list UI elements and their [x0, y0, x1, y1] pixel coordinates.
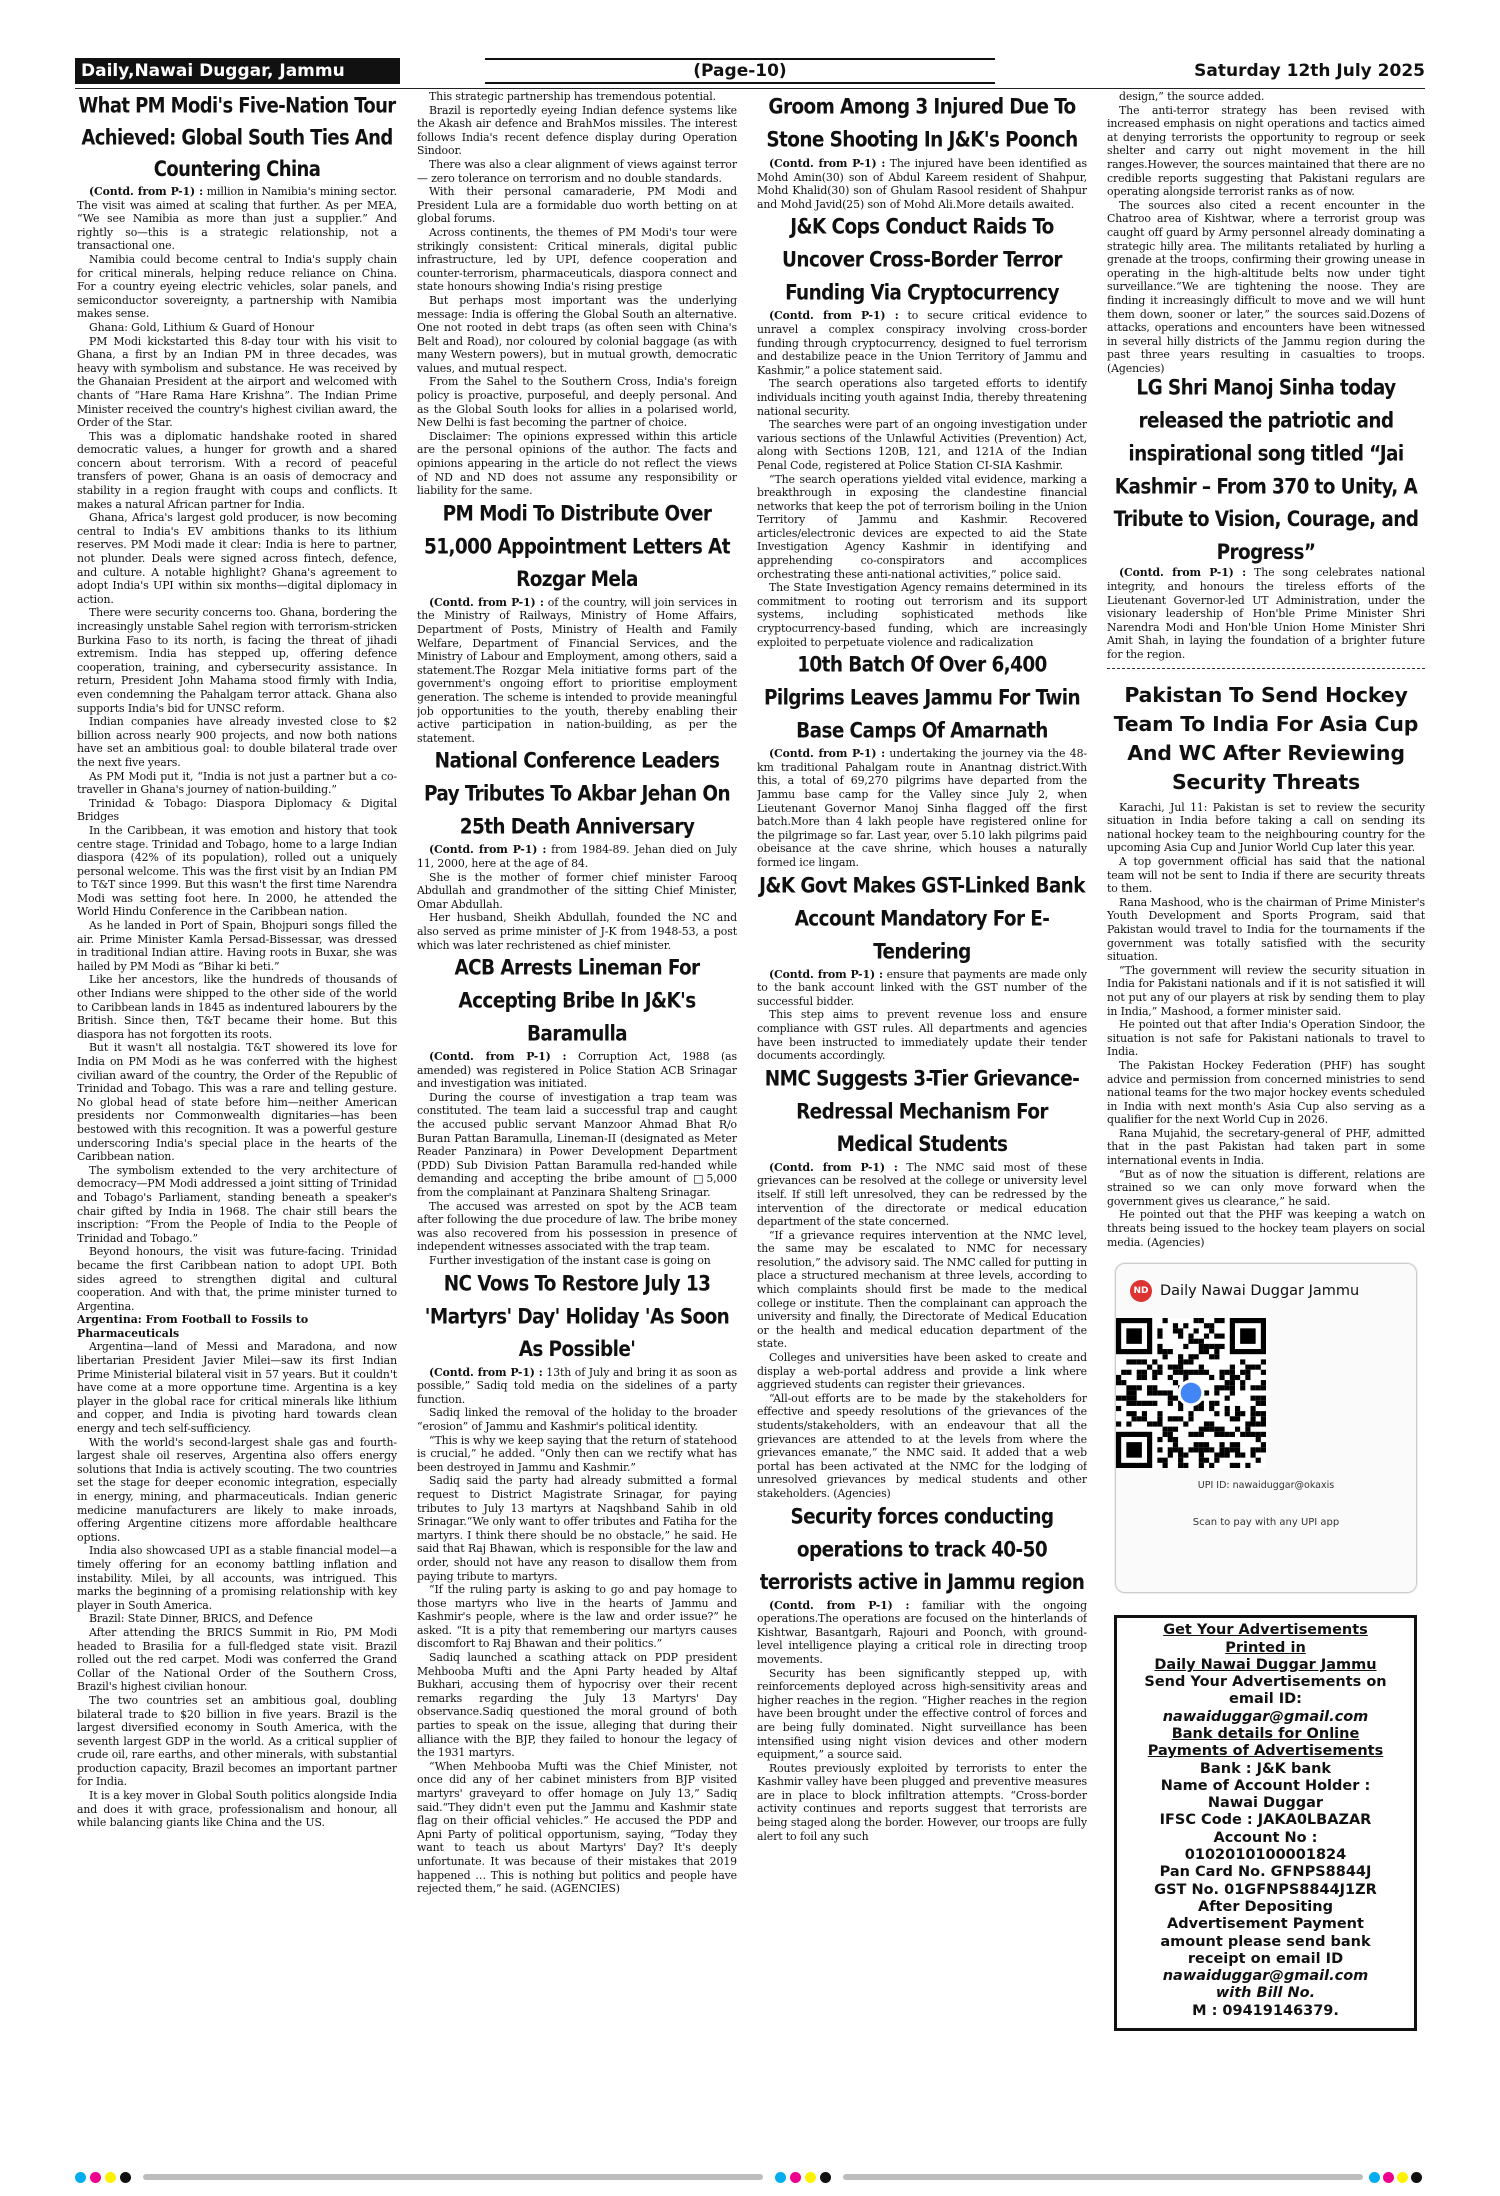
- contd-label: (Contd. from P-1) :: [769, 967, 883, 981]
- article-paragraph: Colleges and universities have been asked to create and display a web-portal address and provide a link where aggrieved students can register their grievances.: [757, 1351, 1087, 1392]
- page-number: (Page-10): [485, 58, 995, 84]
- article-paragraph: It is a key mover in Global South politics alongside India and does it with grace, professionalism and honour, all while balancing giants like China and the US.: [77, 1789, 397, 1830]
- article-paragraph: “If the ruling party is asking to go and pay homage to those martyrs who live in the hearts of Jammu and Kashmir's people, where is the law and order issue?” he asked. “It is a pity that remembering our martyrs causes discomfort to Raj Bhawan and their politics.”: [417, 1583, 737, 1651]
- column-2: [417, 90, 737, 2165]
- article-paragraph: As he landed in Port of Spain, Bhojpuri songs filled the air. Prime Minister Kamla Persad-Bissessar, was dressed in traditional Indian attire. Having roots in Buxar, she was hailed by PM Modi as “Bihar ki beti.”: [77, 919, 397, 973]
- headline-hockey-team: Pakistan To Send Hockey Team To India For Asia Cup And WC After Reviewing Security Threats: [1113, 682, 1419, 794]
- article-five-nation-tour-continued: [417, 90, 737, 498]
- article-paragraph: With their personal camaraderie, PM Modi and President Lula are a formidable duo worth betting on at global forums.: [417, 185, 737, 226]
- article-paragraph: India also showcased UPI as a stable financial model—a timely offering for an economy battling inflation and instability. Milei, by all accounts, was intrigued. This marks the beginning of a promising relationship with key player in South America.: [77, 1544, 397, 1612]
- magenta-dot-icon: [1383, 2172, 1394, 2183]
- article-paragraph: He pointed out that after India's Operation Sindoor, the situation is not safe for Pakistani nationals to travel to India.: [1107, 1018, 1425, 1059]
- ad-line: Pan Card No. GFNPS8844J: [1159, 1864, 1372, 1881]
- article-paragraph: Security has been significantly stepped up, with reinforcements deployed across high-sensitivity areas and higher reaches in the region. “Higher reaches in the region have been brought under the effective control of forces and are being fully dominated. Night surveillance has been intensified using night vision devices and other modern equipment,” a source said.: [757, 1666, 1087, 1762]
- article-paragraph: There was also a clear alignment of views against terror— zero tolerance on terrorism and no double standards.: [417, 157, 737, 185]
- cyan-dot-icon: [75, 2172, 86, 2183]
- ad-line: 0102010100001824: [1184, 1847, 1347, 1864]
- magenta-dot-icon: [90, 2172, 101, 2183]
- article-paragraph: “When Mehbooba Mufti was the Chief Minister, not once did any of her cabinet ministers from BJP visited martyrs' graveyard to offer homage on July 13,” Sadiq said.“They didn't even put the Jammu and Kashmir state flag on their official vehicles.” He accused the PDP and Apni Party of political opportunism, saying, “Today they want to teach us about Martyrs' Day? It's deeply unfortunate. It was because of their mistakes that 2019 happened … This is nothing but politics and people have rejected them,” he said. (AGENCIES): [417, 1759, 737, 1896]
- ad-phone: M : 09419146379.: [1192, 2002, 1339, 2019]
- yellow-dot-icon: [1397, 2172, 1408, 2183]
- grey-bar: [143, 2174, 763, 2180]
- newspaper-logo-icon: ND: [1130, 1280, 1152, 1302]
- upi-payment-card: [1115, 1263, 1417, 1593]
- article-paragraph: The search operations also targeted efforts to identify individuals inciting youth against India, thereby threatening national security.: [757, 377, 1087, 418]
- contd-label: (Contd. from P-1) :: [769, 747, 886, 761]
- article-paragraph: Namibia could become central to India's supply chain for critical minerals, helping reduce reliance on China. For a country eyeing electric vehicles, solar panels, and semiconductor sovereignty, a partnership with Namibia makes sense.: [77, 252, 397, 321]
- headline-rozgar-mela: PM Modi To Distribute Over 51,000 Appointment Letters At Rozgar Mela: [424, 500, 730, 592]
- headline-gst-bank-account: J&K Govt Makes GST-Linked Bank Account Mandatory For E-Tendering: [759, 871, 1085, 964]
- article-paragraph: “But as of now the situation is different, relations are strained so we can only move forward when the government gives us clearance,” he said.: [1107, 1167, 1425, 1208]
- article-paragraph: The State Investigation Agency remains determined in its commitment to rooting out terrorism and its support systems, including sophisticated methods like cryptocurrency-based funding, which are increasingly exploited to perpetuate violence and radicalization: [757, 581, 1087, 649]
- scan-instruction: Scan to pay with any UPI app: [1192, 1517, 1340, 1529]
- cyan-dot-icon: [1369, 2172, 1380, 2183]
- article-paragraph: (Contd. from P-1) : of the country, will join services in the Ministry of Railways, Ministry of Home Affairs, Department of Posts, Ministry of Health and Family Welfare, Department of Financial Services, and the Ministry of Labour and Employment, among others, said a statement.The Rozgar Mela initiative forms part of the government's ongoing effort to prioritise employment generation. The scheme is intended to provide meaningful job opportunities to the youth, thereby enabling their active participation in nation-building, as per the statement.: [417, 595, 737, 745]
- column-3: [757, 90, 1087, 2165]
- headline-jai-kashmir-song: LG Shri Manoj Sinha today released the patriotic and inspirational song titled “Jai Kashmir – From 370 to Unity, A Tribute to Vision, Courage, and Progress”: [1113, 375, 1419, 565]
- contd-label: (Contd. from P-1) :: [89, 185, 204, 198]
- article-paragraph: “This is why we keep saying that the return of statehood is crucial,” he added. “Only then can we rectify what has been destroyed in Jammu and Kashmir.”: [417, 1433, 737, 1474]
- article-nmc-grievance: [757, 1161, 1087, 1501]
- article-paragraph: Argentina—land of Messi and Maradona, and now libertarian President Javier Milei—saw its first Indian Prime Ministerial bilateral visit in 57 years. But it couldn't have come at a more opportune time. Argentina is a key player in the global race for critical minerals like lithium and copper, and India is pivoting hard towards clean energy and tech self-sufficiency.: [77, 1340, 397, 1436]
- article-paragraph: (Contd. from P-1) : The song celebrates national integrity, and honours the tireless efforts of the Lieutenant Governor-led UT Administration, under the visionary leadership of Hon'ble Prime Minister Shri Narendra Modi and Hon'ble Union Home Minister Shri Amit Shah, in laying the foundation of a brighter future for the region.: [1107, 566, 1425, 662]
- advertisement-box: [1114, 1615, 1417, 2031]
- article-paragraph: Further investigation of the instant case is going on: [429, 1254, 711, 1267]
- article-security-operations: [757, 1599, 1087, 1844]
- article-paragraph: Disclaimer: The opinions expressed within this article are the personal opinions of the author. The facts and opinions appearing in the article do not reflect the views of ND and ND does not assume any responsibility or liability for the same.: [417, 429, 737, 498]
- article-subheading: Argentina: From Football to Fossils to Pharmaceuticals: [77, 1313, 309, 1340]
- article-paragraph: The accused was arrested on spot by the ACB team after following the due procedure of law. The bribe money was also recovered from his possession in presence of independent witnesses associated with the trap team.: [417, 1199, 737, 1254]
- article-paragraph: This was a diplomatic handshake rooted in shared democratic values, a hunger for growth and a shared concern about terrorism. With a record of peaceful transfers of power, Ghana is an oasis of democracy and stability in a region fraught with coups and conflicts. It makes a natural African partner for India.: [77, 429, 397, 511]
- contd-label: (Contd. from P-1) :: [769, 157, 886, 170]
- ad-email[interactable]: nawaiduggar@gmail.com: [1162, 1708, 1369, 1725]
- ad-line: Send Your Advertisements on: [1144, 1674, 1387, 1691]
- article-paragraph: Sadiq said the party had already submitted a formal request to District Magistrate Srinagar, for paying tributes to July 13 martyrs at Naqshband Sahib in old Srinagar.“We only want to offer tributes and Fatiha for the martyrs. I think there should be no obstacle,” he said. He said that Raj Bhawan, which is responsible for the law and order, should not have any reason to disallow them from paying tribute to martyrs.: [417, 1474, 737, 1583]
- article-paragraph: (Contd. from P-1) : million in Namibia's mining sector. The visit was aimed at scaling that further. As per MEA, “We see Namibia as more than just a supplier.” And rightly so—this is a strategic relationship, not a transactional one.: [77, 185, 397, 253]
- ad-line: Advertisement Payment: [1167, 1916, 1364, 1933]
- article-paragraph: (Contd. from P-1) : The injured have been identified as Mohd Amin(30) son of Abdul Kareem resident of Shahpur, Mohd Khalid(30) son of Ghulam Rasool resident of Shahpur and Mohd Javid(25) son of Mohd Ali.More details awaited.: [757, 157, 1087, 211]
- article-paragraph: The two countries set an ambitious goal, doubling bilateral trade to $20 billion in five years. Brazil is the largest diversified economy in South America, with the seventh largest GDP in the world. As a critical supplier of crude oil, rare earths, and other minerals, with substantial production capacity, Brazil becomes an important partner for India.: [77, 1693, 397, 1789]
- contd-label: (Contd. from P-1) :: [769, 309, 899, 323]
- article-groom-injured: [757, 157, 1087, 211]
- article-paragraph: Rana Mashood, who is the chairman of Prime Minister's Youth Development and Sports Program, said that Pakistan would travel to India for the tournaments if the government was totally satisfied with the security situation.: [1107, 895, 1425, 964]
- contd-label: (Contd. from P-1) :: [429, 1050, 567, 1064]
- article-gst-bank-account: [757, 968, 1087, 1063]
- article-paragraph: Her husband, Sheikh Abdullah, founded the NC and also served as prime minister of J-K from 1948-53, a post which was later rechristened as chief minister.: [417, 911, 737, 952]
- hockey-box: [1107, 668, 1425, 1250]
- yellow-dot-icon: [105, 2172, 116, 2183]
- article-paragraph: (Contd. from P-1) : from 1984-89. Jehan died on July 11, 2000, here at the age of 84.: [417, 843, 737, 870]
- article-paragraph: Across continents, the themes of PM Modi's tour were strikingly consistent: Critical minerals, digital public infrastructure, led by UPI, defence cooperation and counter-terrorism, pharmaceuticals, diaspora connect and state honours showing India's rising prestige: [417, 225, 737, 294]
- headline-martyrs-day: NC Vows To Restore July 13 'Martyrs' Day' Holiday 'As Soon As Possible': [424, 1269, 730, 1362]
- article-paragraph: During the course of investigation a trap team was constituted. The team laid a successful trap and caught the accused public servant Manzoor Ahmad Bhat R/o Buran Pattan Baramulla, Lineman-II (designated as Meter Reader Panzinara) in Power Development Department (PDD) Sub Division Pattan Baramulla red-handed while demanding and accepting the bribe amount of □5,000 from the complainant at Panzinara Shalteng Srinagar.: [417, 1090, 737, 1200]
- qr-code-icon[interactable]: [1116, 1318, 1266, 1468]
- article-paragraph: The Pakistan Hockey Federation (PHF) has sought advice and permission from concerned ministries to send national teams for the two major hockey events scheduled in India with next month's Asia Cup also serving as a qualifier for the next World Cup in 2026.: [1107, 1058, 1425, 1127]
- article-crypto-raids: [757, 309, 1087, 649]
- article-martyrs-day: [417, 1366, 737, 1896]
- grey-bar: [843, 2174, 1363, 2180]
- article-paragraph: “The government will review the security situation in India for Pakistani nationals and if it is not satisfied it will not put any of our players at risk by sending them to play in India,” Mashood, a former minister said.: [1107, 963, 1425, 1018]
- ad-line: Bank : J&K bank: [1199, 1760, 1332, 1777]
- article-paragraph: Sadiq linked the removal of the holiday to the broader “erosion” of Jammu and Kashmir's political identity.: [417, 1406, 737, 1433]
- article-paragraph: The symbolism extended to the very architecture of democracy—PM Modi addressed a joint sitting of Trinidad and Tobago's Parliament, standing beneath a speaker's chair gifted by India in 1968. The chair still bears the inscription: “From the People of India to the People of Trinidad and Tobago.”: [77, 1163, 397, 1245]
- ad-line: Name of Account Holder :: [1160, 1777, 1371, 1794]
- article-paragraph: (Contd. from P-1) : Corruption Act, 1988 (as amended) was registered in Police Station ACB Srinagar and investigation was initiated.: [417, 1050, 737, 1091]
- article-five-nation-tour: [77, 185, 397, 1830]
- article-paragraph: A top government official has said that the national team will not be sent to India if there are security threats to them.: [1107, 855, 1425, 896]
- contd-label: (Contd. from P-1) :: [429, 843, 547, 857]
- ad-line: email ID:: [1229, 1691, 1302, 1708]
- article-paragraph: But perhaps most important was the underlying message: India is offering the Global South an alternative. One not rooted in debt traps (as often seen with China's Belt and Road), nor coloured by colonial baggage (as with many Western powers), but in mutual growth, democratic values, and mutual respect.: [417, 293, 737, 375]
- article-paragraph: Indian companies have already invested close to $2 billion across nearly 900 projects, and now both nations have set an ambitious goal: to double bilateral trade over the next five years.: [77, 715, 397, 769]
- headline-groom-injured: Groom Among 3 Injured Due To Stone Shooting In J&K's Poonch: [766, 93, 1078, 152]
- article-paragraph: Ghana: Gold, Lithium & Guard of Honour: [89, 320, 314, 334]
- registration-strip: [75, 2170, 1425, 2184]
- column-1: [77, 90, 397, 2165]
- article-paragraph: (Contd. from P-1) : undertaking the journey via the 48-km traditional Pahalgam route in Anantnag district.With this, a total of 69,270 pilgrims have departed from the Jammu base camp for the Valley since July 2, when Lieutenant Governor Manoj Sinha flagged off the first batch.More than 4 lakh people have registered online for the pilgrimage so far. Last year, over 5.10 lakh pilgrims paid obeisance at the cave shrine, which houses a naturally formed ice lingam.: [757, 747, 1087, 869]
- ad-email[interactable]: nawaiduggar@gmail.com: [1162, 1968, 1369, 1985]
- article-amarnath-pilgrims: [757, 747, 1087, 869]
- article-paragraph: PM Modi kickstarted this 8-day tour with his visit to Ghana, a first by an Indian PM in three decades, was heavy with symbolism and substance. He was received by the Ghanaian President at the airport and welcomed with chants of “Hare Rama Hare Krishna”. The Indian Prime Minister received the country's highest civilian award, the Order of the Star.: [77, 334, 397, 430]
- black-dot-icon: [1411, 2172, 1422, 2183]
- ad-line: Get Your Advertisements: [1163, 1622, 1368, 1639]
- contd-label: (Contd. from P-1) :: [429, 595, 544, 609]
- article-hockey-team: [1107, 801, 1425, 1250]
- article-paragraph: Ghana, Africa's largest gold producer, is now becoming central to India's EV ambitions thanks to its lithium reserves. PM Modi made it clear: India is here to partner, not plunder. Deals were signed across fintech, defence, and culture. A notable highlight? Ghana's agreement to adopt India's UPI within six months—digital diplomacy in action.: [77, 511, 397, 606]
- masthead-rule: [75, 88, 1425, 89]
- masthead: [75, 58, 1425, 84]
- ad-line: Payments of Advertisements: [1147, 1743, 1384, 1760]
- article-rozgar-mela: [417, 596, 737, 746]
- ad-line: Nawai Duggar: [1207, 1795, 1324, 1812]
- column-4: [1107, 90, 1425, 2165]
- contd-label: (Contd. from P-1) :: [1119, 566, 1247, 580]
- article-paragraph: With the world's second-largest shale gas and fourth-largest shale oil reserves, Argentina also offers energy solutions that India is actively scouting. The two countries set the stage for deeper economic integration, especially in energy, mining, and pharmaceuticals. Indian generic medicine manufacturers are likely to make inroads, offering Argentine citizens more affordable healthcare options.: [77, 1435, 397, 1544]
- headline-amarnath-pilgrims: 10th Batch Of Over 6,400 Pilgrims Leaves Jammu For Twin Base Camps Of Amarnath: [763, 651, 1081, 743]
- ad-line: Printed in: [1225, 1639, 1306, 1656]
- magenta-dot-icon: [790, 2172, 801, 2183]
- article-paragraph: Beyond honours, the visit was future-facing. Trinidad became the first Caribbean nation to adopt UPI. Both sides agreed to strengthen digital and cultural cooperation. And with that, the prime minister turned to Argentina.: [77, 1245, 397, 1313]
- article-paragraph: After attending the BRICS Summit in Rio, PM Modi headed to Brasilia for a full-fledged state visit. Brazil rolled out the red carpet. Modi was conferred the Grand Collar of the National Order of the Southern Cross, Brazil's highest civilian honour.: [77, 1625, 397, 1694]
- headline-acb-lineman: ACB Arrests Lineman For Accepting Bribe In J&K's Baramulla: [454, 954, 700, 1046]
- contd-label: (Contd. from P-1) :: [769, 1598, 910, 1612]
- ad-line: with Bill No.: [1215, 1985, 1316, 2002]
- headline-security-operations: Security forces conducting operations to track 40-50 terrorists active in Jammu region: [759, 1502, 1085, 1595]
- article-paragraph: (Contd. from P-1) : ensure that payments are made only to the bank account linked with the GST number of the successful bidder.: [757, 967, 1087, 1008]
- article-paragraph: (Contd. from P-1) : The NMC said most of these grievances can be resolved at the college or university level itself. If still left unresolved, they can be redressed by the intervention of the directorate or medical education department of the state concerned.: [757, 1160, 1087, 1229]
- issue-date: Saturday 12th July 2025: [1194, 61, 1425, 81]
- article-paragraph: Brazil is reportedly eyeing Indian defence systems like the Akash air defence and BrahMos missiles. The interest follows India's recent defence display during Operation Sindoor.: [417, 103, 737, 158]
- article-paragraph: The anti-terror strategy has been revised with increased emphasis on night operations and tactics aimed at denying terrorists the opportunity to regroup or seek shelter and carry out night movement in the hill ranges.However, the sources maintained that there are no credible reports suggesting that Pakistani regulars are operating alongside terrorist ranks as of now.: [1107, 103, 1425, 199]
- article-paragraph: As PM Modi put it, “India is not just a partner but a co-traveller in Ghana's journey of nation-building.”: [77, 769, 397, 797]
- qr-merchant-name: Daily Nawai Duggar Jammu: [1160, 1283, 1360, 1300]
- article-paragraph: Brazil: State Dinner, BRICS, and Defence: [89, 1612, 313, 1626]
- article-paragraph: She is the mother of former chief minister Farooq Abdullah and grandmother of the sitting Chief Minister, Omar Abdullah.: [417, 870, 737, 911]
- article-security-continued: [1107, 90, 1425, 375]
- headline-nmc-grievance: NMC Suggests 3-Tier Grievance-Redressal Mechanism For Medical Students: [764, 1065, 1080, 1157]
- article-paragraph: Sadiq launched a scathing attack on PDP president Mehbooba Mufti and the Apni Party headed by Altaf Bukhari, accusing them of hypocrisy over their recent remarks regarding the July 13 Martyrs' Day observance.Sadiq questioned the moral ground of both parties to speak on the issue, alleging that during their alliance with the BJP, they failed to honour the legacy of the 1931 martyrs.: [417, 1651, 737, 1760]
- article-paragraph: “All-out efforts are to be made by the stakeholders for effective and speedy resolutions of the grievances of the students/stakeholders, with an endeavour that all the grievances are attended to at the levels from where the grievances emanate,” the NMC said. It added that a web portal has been activated at the NMC for the lodging of unresolved grievances by medical students and other stakeholders. (Agencies): [757, 1391, 1087, 1500]
- contd-label: (Contd. from P-1) :: [769, 1160, 898, 1174]
- ad-line: Account No :: [1213, 1829, 1318, 1846]
- paper-name: Daily,Nawai Duggar, Jammu: [75, 58, 400, 84]
- article-paragraph: Trinidad & Tobago: Diaspora Diplomacy & Digital Bridges: [77, 796, 397, 824]
- article-jai-kashmir-song: [1107, 566, 1425, 661]
- article-nc-akbar-jehan: [417, 843, 737, 952]
- article-paragraph: design,” the source added.: [1119, 90, 1265, 103]
- ad-line: amount please send bank: [1160, 1933, 1371, 1950]
- article-paragraph: This strategic partnership has tremendous potential.: [429, 90, 716, 103]
- black-dot-icon: [120, 2172, 131, 2183]
- article-paragraph: (Contd. from P-1) : familiar with the ongoing operations.The operations are focused on the hinterlands of Kishtwar, Basantgarh, Rajouri and Poonch, with ground-level intelligence playing a critical role in directing troop movements.: [757, 1598, 1087, 1666]
- ad-line: Daily Nawai Duggar Jammu: [1154, 1656, 1377, 1673]
- headline-nc-akbar-jehan: National Conference Leaders Pay Tributes To Akbar Jehan On 25th Death Anniversary: [424, 747, 730, 839]
- article-paragraph: But it wasn't all nostalgia. T&T showered its love for India on PM Modi as he was conferred with the highest civilian award of the country, the Order of the Republic of Trinidad and Tobago. This was a rare and telling gesture. No global head of state before him—neither American presidents nor Commonwealth dignitaries—has been bestowed with this recognition. It was a powerful gesture underscoring India's special place in the hearts of the Caribbean nation.: [77, 1041, 397, 1164]
- ad-line: Bank details for Online: [1171, 1726, 1360, 1742]
- black-dot-icon: [820, 2172, 831, 2183]
- cyan-dot-icon: [775, 2172, 786, 2183]
- yellow-dot-icon: [805, 2172, 816, 2183]
- contd-label: (Contd. from P-1) :: [429, 1365, 543, 1379]
- headline-five-nation-tour: What PM Modi's Five-Nation Tour Achieved: Global South Ties And Countering China: [78, 92, 396, 182]
- article-paragraph: He pointed out that the PHF was keeping a watch on threats being issued to the hockey team players on social media. (Agencies): [1107, 1208, 1425, 1249]
- article-paragraph: “The search operations yielded vital evidence, marking a breakthrough in exposing the clandestine financial networks that keep the pot of terrorism boiling in the Union Territory of Jammu and Kashmir. Recovered articles/electronic devices are expected to aid the State Investigation Agency Kashmir in identifying and apprehending co-conspirators and accomplices orchestrating these anti-national activities,” police said.: [757, 472, 1087, 581]
- article-paragraph: The sources also cited a recent encounter in the Chatroo area of Kishtwar, where a terrorist group was caught off guard by Army personnel already dominating a strategic hilly area. The militants retaliated by hurling a grenade at the troops, confirming their growing unease in operating in the high-altitude belts now under tight surveillance.“We are tightening the noose. They are finding it increasingly difficult to move and we will hunt them down, sooner or later,” the sources said.Dozens of attacks, operations and encounters have been witnessed in several hilly districts of the Jammu region during the past three years resulting in casualties to troops. (Agencies): [1107, 198, 1425, 375]
- upi-id: UPI ID: nawaiduggar@okaxis: [1197, 1480, 1335, 1492]
- ad-line: receipt on email ID: [1187, 1950, 1344, 1967]
- article-paragraph: There were security concerns too. Ghana, bordering the increasingly unstable Sahel region with terrorism-stricken Burkina Faso to its north, is facing the threat of jihadi extremism. India has stepped up, offering defence cooperation, training, and cybersecurity assistance. In return, President John Mahama stood firmly with India, even condemning the Pahalgam terror attack. Ghana also supports India's bid for UNSC reform.: [77, 606, 397, 715]
- article-paragraph: From the Sahel to the Southern Cross, India's foreign policy is proactive, purposeful, and deeply personal. And as the Global South looks for allies in a polarised world, New Delhi is fast becoming the partner of choice.: [417, 375, 737, 430]
- article-paragraph: In the Caribbean, it was emotion and history that took centre stage. Trinidad and Tobago, home to a large Indian diaspora (42% of its population), rolled out a uniquely personal welcome. This was the first visit by an Indian PM to T&T since 1999. But this wasn't the first time Narendra Modi was setting foot here. In 2000, he attended the World Hindu Conference in the Caribbean nation.: [77, 823, 397, 919]
- article-paragraph: This step aims to prevent revenue loss and ensure compliance with GST rules. All departments and agencies have been instructed to immediately update their tender documents accordingly.: [757, 1008, 1087, 1063]
- article-paragraph: The searches were part of an ongoing investigation under various sections of the Unlawful Activities (Prevention) Act, along with Sections 120B, 121, and 121A of the Indian Penal Code, registered at Police Station CI-SIA Kashmir.: [757, 418, 1087, 472]
- article-acb-lineman: [417, 1050, 737, 1268]
- ad-line: GST No. 01GFNPS8844J1ZR: [1154, 1881, 1377, 1898]
- article-paragraph: (Contd. from P-1) : to secure critical evidence to unravel a complex conspiracy involving cross-border funding through cryptocurrency, designed to fuel terrorism and destabilize peace in the Union Territory of Jammu and Kashmir,” a police statement said.: [757, 309, 1087, 377]
- headline-crypto-raids: J&K Cops Conduct Raids To Uncover Cross-Border Terror Funding Via Cryptocurrency: [782, 213, 1062, 305]
- article-paragraph: Like her ancestors, like the hundreds of thousands of other Indians were shipped to the other side of the world to Caribbean lands in 1845 as indentured labourers by the British. Since then, T&T became their home. But this diaspora has not forgotten its roots.: [77, 973, 397, 1041]
- ad-line: After Depositing: [1198, 1898, 1333, 1915]
- article-paragraph: Rana Mujahid, the secretary-general of PHF, admitted that in the past Pakistan had taken part in some international events in India.: [1107, 1126, 1425, 1168]
- ad-line: IFSC Code : JAKA0LBAZAR: [1159, 1812, 1372, 1829]
- article-paragraph: Karachi, Jul 11: Pakistan is set to review the security situation in India before taking a call on sending its national hockey team to the neighbouring country for the upcoming Asia Cup and Junior World Cup later this year.: [1107, 800, 1425, 855]
- article-paragraph: (Contd. from P-1) : 13th of July and bring it as soon as possible,” Sadiq told media on the sidelines of a party function.: [417, 1365, 737, 1406]
- article-paragraph: “If a grievance requires intervention at the NMC level, the same may be escalated to NMC for necessary resolution,” the advisory said. The NMC called for putting in place a structured mechanism at three levels, according to which complaints should first be made to the medical college or institute. Then the complainant can approach the university and finally, the Directorate of Medical Education or the health and medical education department of the state.: [757, 1228, 1087, 1351]
- article-paragraph: Routes previously exploited by terrorists to enter the Kashmir valley have been plugged and preventive measures are in place to block infiltration attempts. “Cross-border activity continues and reports suggest that terrorists are being staged along the border. However, our troops are fully alert to foil any such: [757, 1761, 1087, 1843]
